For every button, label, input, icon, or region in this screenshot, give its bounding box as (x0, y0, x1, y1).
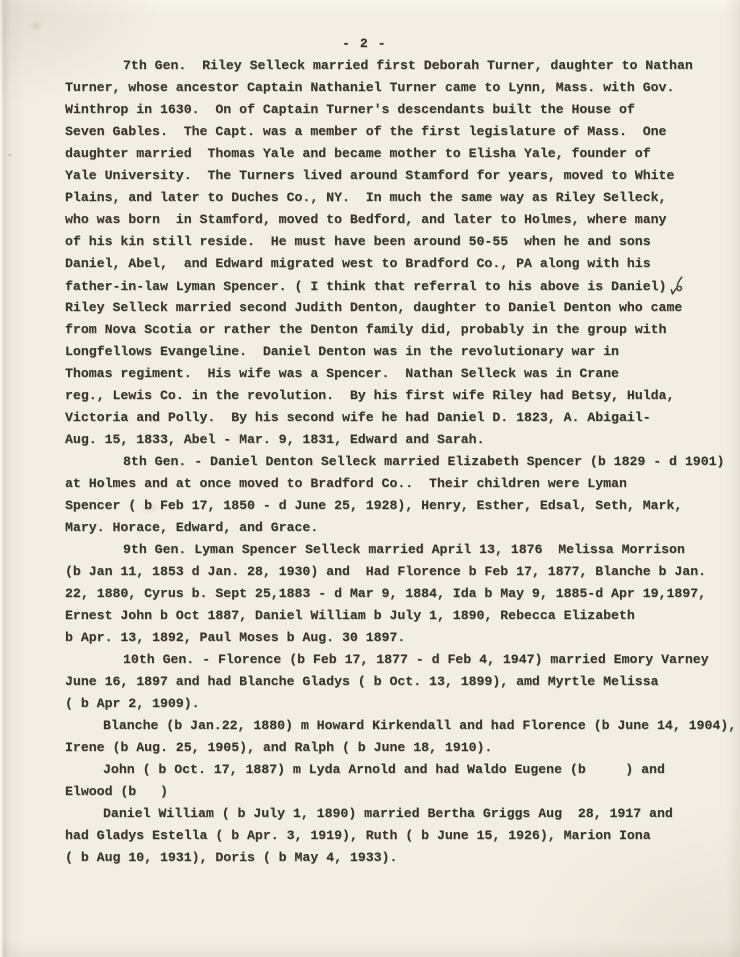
text-line-content: 9th Gen. Lyman Spencer Selleck married April 13, 1876 Melissa Morrison (123, 542, 685, 557)
text-line-content: 10th Gen. - Florence (b Feb 17, 1877 - d Feb 4, 1947) married Emory Varney (123, 652, 709, 667)
text-line-content: Victoria and Polly. By his second wife he had Daniel D. 1823, A. Abigail- (65, 410, 651, 425)
text-line-content: from Nova Scotia or rather the Denton family did, probably in the group with (65, 322, 667, 337)
text-line-content: Aug. 15, 1833, Abel - Mar. 9, 1831, Edward and Sarah. (65, 432, 485, 447)
text-line (65, 715, 740, 737)
text-line-content: Longfellows Evangeline. Daniel Denton was in the revolutionary war in (65, 344, 619, 359)
text-line (65, 561, 740, 583)
text-line-content: of his kin still reside. He must have been around 50-55 when he and sons (65, 234, 651, 249)
text-line-content: Riley Selleck married second Judith Denton, daughter to Daniel Denton who came (65, 300, 683, 315)
text-line-content: 7th Gen. Riley Selleck married first Deborah Turner, daughter to Nathan (123, 58, 693, 73)
text-line-content: father-in-law Lyman Spencer. ( I think that referral to his above is Daniel) (65, 279, 667, 294)
text-line (65, 693, 740, 715)
text-line (65, 275, 740, 297)
text-line-content: John ( b Oct. 17, 1887) m Lyda Arnold and had Waldo Eugene (b ) and (103, 762, 665, 777)
text-line-content: (b Jan 11, 1853 d Jan. 28, 1930) and Had Florence b Feb 17, 1877, Blanche b Jan. (65, 564, 707, 579)
document-body (65, 55, 740, 869)
text-line-content: 8th Gen. - Daniel Denton Selleck married Elizabeth Spencer (b 1829 - d 1901) (123, 454, 725, 469)
text-line (65, 99, 740, 121)
text-line (65, 781, 740, 803)
text-line-content: Plains, and later to Duches Co., NY. In much the same way as Riley Selleck, (65, 190, 667, 205)
text-line (65, 451, 740, 473)
text-line-content: ( b Apr 2, 1909). (65, 696, 200, 711)
text-line-content: June 16, 1897 and had Blanche Gladys ( b Oct. 13, 1899), amd Myrtle Melissa (65, 674, 659, 689)
text-line (65, 55, 740, 77)
text-line (65, 121, 740, 143)
text-line (65, 319, 740, 341)
text-line (65, 407, 740, 429)
text-line (65, 473, 740, 495)
text-line (65, 627, 740, 649)
text-line (65, 671, 740, 693)
text-line (65, 165, 740, 187)
text-line-content: b Apr. 13, 1892, Paul Moses b Aug. 30 1897. (65, 630, 406, 645)
text-line-content: ( b Aug 10, 1931), Doris ( b May 4, 1933). (65, 850, 398, 865)
text-line (65, 385, 740, 407)
text-line (65, 187, 740, 209)
text-line (65, 737, 740, 759)
text-line (65, 495, 740, 517)
text-line (65, 825, 740, 847)
text-line-content: Daniel William ( b July 1, 1890) married Bertha Griggs Aug 28, 1917 and (103, 806, 673, 821)
text-line-content: daughter married Thomas Yale and became mother to Elisha Yale, founder of (65, 146, 651, 161)
text-line-content: who was born in Stamford, moved to Bedford, and later to Holmes, where many (65, 212, 667, 227)
text-line (65, 429, 740, 451)
text-line-content: Ernest John b Oct 1887, Daniel William b July 1, 1890, Rebecca Elizabeth (65, 608, 635, 623)
text-line-content: Winthrop in 1630. On of Captain Turner's descendants built the House of (65, 102, 635, 117)
text-line (65, 803, 740, 825)
page-number: - 2 - (342, 36, 387, 51)
text-line-content: Irene (b Aug. 25, 1905), and Ralph ( b June 18, 1910). (65, 740, 493, 755)
text-line (65, 253, 740, 275)
text-line-content: reg., Lewis Co. in the revolution. By his first wife Riley had Betsy, Hulda, (65, 388, 675, 403)
text-line (65, 231, 740, 253)
text-line-content: 22, 1880, Cyrus b. Sept 25,1883 - d Mar 9, 1884, Ida b May 9, 1885-d Apr 19,1897, (65, 586, 707, 601)
text-line-content: Daniel, Abel, and Edward migrated west to Bradford Co., PA along with his (65, 256, 651, 271)
text-line (65, 583, 740, 605)
text-line-content: Thomas regiment. His wife was a Spencer. Nathan Selleck was in Crane (65, 366, 619, 381)
text-line-content: Blanche (b Jan.22, 1880) m Howard Kirkendall and had Florence (b June 14, 1904), (103, 718, 737, 733)
text-line-content: Yale University. The Turners lived around Stamford for years, moved to White (65, 168, 675, 183)
text-line (65, 649, 740, 671)
text-line-content: Turner, whose ancestor Captain Nathaniel Turner came to Lynn, Mass. with Gov. (65, 80, 675, 95)
text-line (65, 209, 740, 231)
text-line (65, 77, 740, 99)
text-line (65, 143, 740, 165)
text-line-content: had Gladys Estella ( b Apr. 3, 1919), Ruth ( b June 15, 1926), Marion Iona (65, 828, 651, 843)
text-line (65, 297, 740, 319)
text-line-content: Elwood (b ) (65, 784, 168, 799)
text-line-content: Seven Gables. The Capt. was a member of the first legislature of Mass. One (65, 124, 667, 139)
text-line-content: at Holmes and at once moved to Bradford Co.. Their children were Lyman (65, 476, 627, 491)
text-line (65, 759, 740, 781)
text-line-content: Spencer ( b Feb 17, 1850 - d June 25, 1928), Henry, Esther, Edsal, Seth, Mark, (65, 498, 683, 513)
text-line-content: Mary. Horace, Edward, and Grace. (65, 520, 319, 535)
text-line (65, 847, 740, 869)
text-line (65, 605, 740, 627)
text-line (65, 341, 740, 363)
text-line (65, 539, 740, 561)
text-line (65, 363, 740, 385)
text-line (65, 517, 740, 539)
